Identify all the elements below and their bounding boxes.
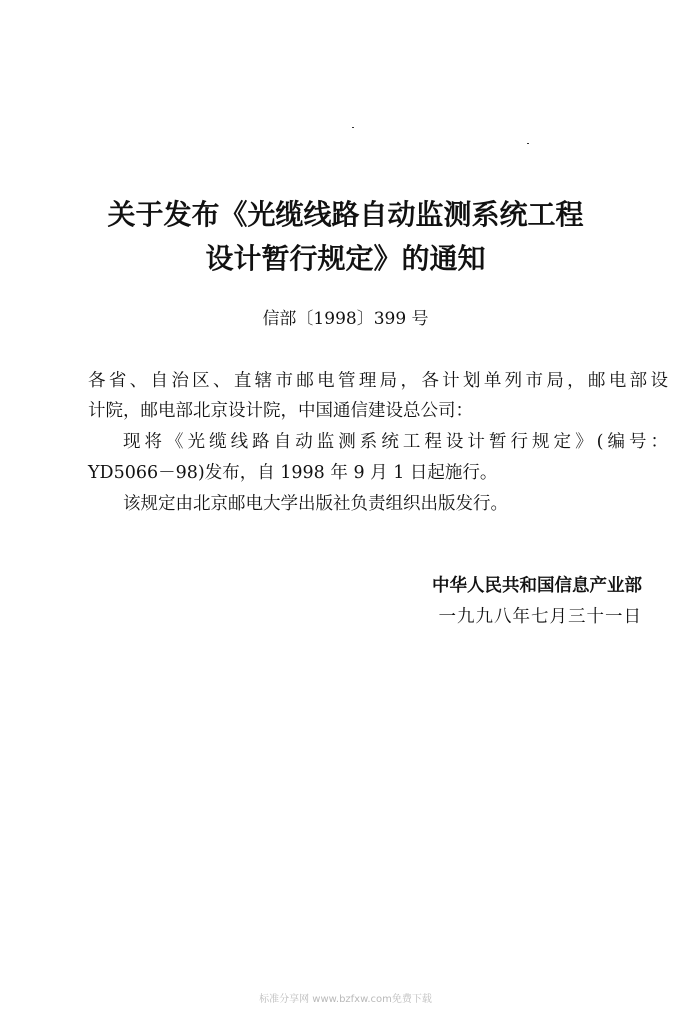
- body-line-1: 各省、自治区、直辖市邮电管理局，各计划单列市局，邮电部设: [88, 371, 668, 391]
- site-watermark: 标准分享网 www.bzfxw.com免费下载: [259, 994, 432, 1005]
- body-line-4: YD5066－98)发布，自 1998 年 9 月 1 日起施行。: [88, 463, 498, 483]
- document-number: 信部〔1998〕399 号: [262, 309, 429, 329]
- issue-date: 一九九八年七月三十一日: [438, 607, 642, 627]
- body-line-5: 该规定由北京邮电大学出版社负责组织出版发行。: [123, 494, 508, 514]
- document-title-line-2: 设计暂行规定》的通知: [205, 242, 486, 275]
- scan-speck: [527, 143, 529, 144]
- body-line-2: 计院，邮电部北京设计院，中国通信建设总公司：: [88, 401, 473, 421]
- issuing-authority: 中华人民共和国信息产业部: [432, 576, 642, 596]
- scan-speck: [352, 127, 354, 128]
- document-title-line-1: 关于发布《光缆线路自动监测系统工程: [107, 198, 584, 231]
- body-line-3: 现将《光缆线路自动监测系统工程设计暂行规定》(编号：: [123, 432, 668, 452]
